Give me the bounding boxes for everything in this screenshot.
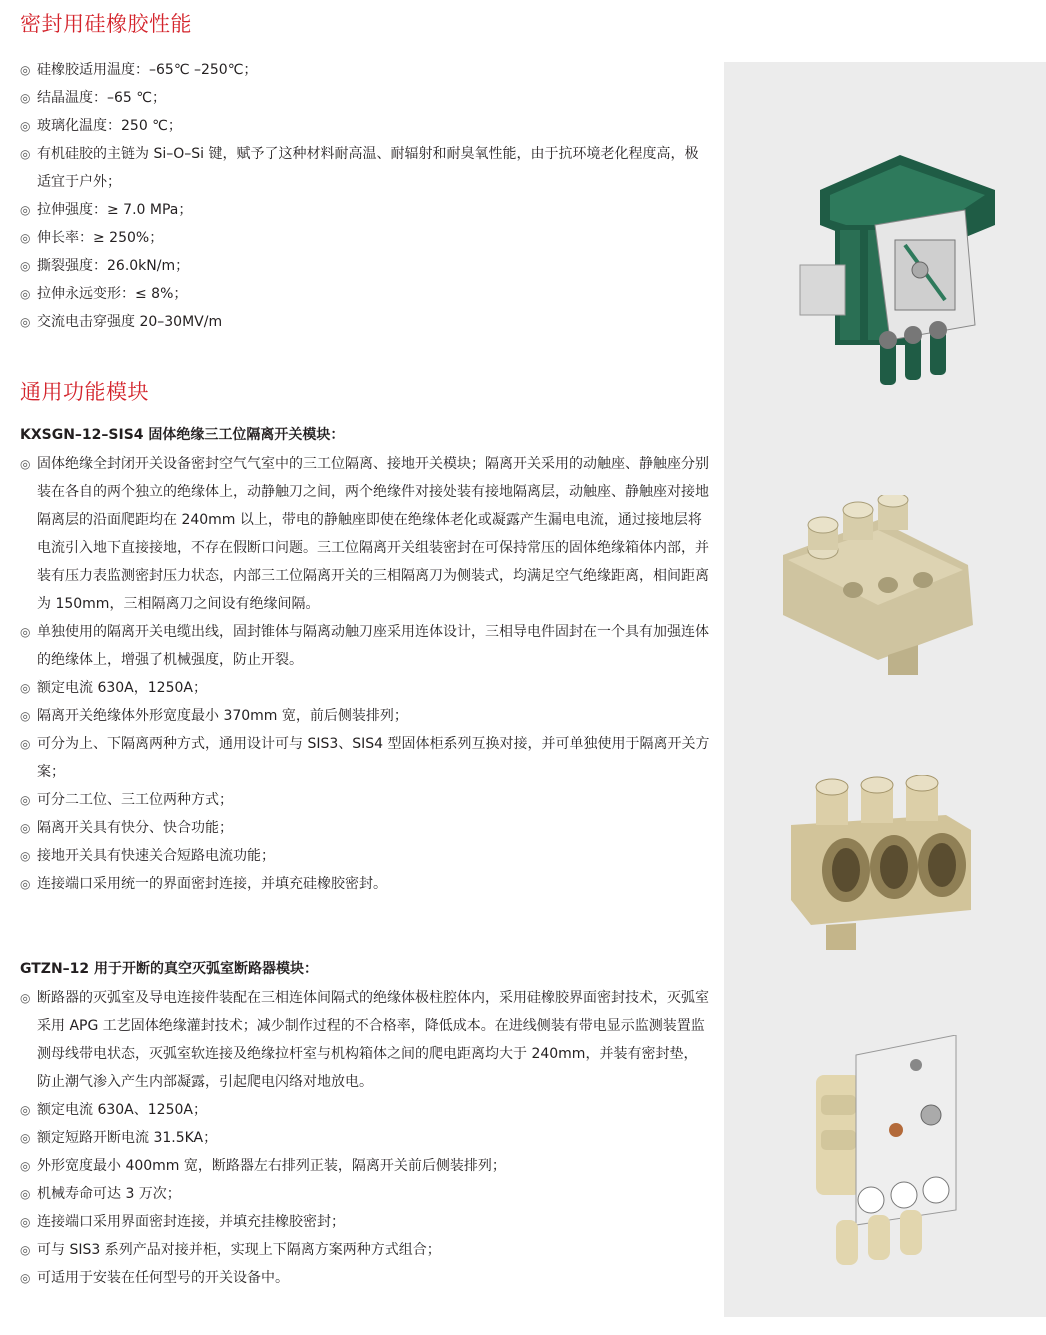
list-item-text: 拉伸强度：≥ 7.0 MPa； (37, 202, 193, 218)
list-item-text: 机械寿命可达 3 万次； (37, 1186, 181, 1202)
list-item (20, 280, 710, 308)
list-item (20, 842, 710, 870)
list-item (20, 196, 710, 224)
list-item (20, 56, 710, 84)
list-item (20, 1236, 710, 1264)
list-item-text: 接地开关具有快速关合短路电流功能； (37, 848, 275, 864)
section-title-silicone: 密封用硅橡胶性能 (20, 12, 192, 36)
list-item (20, 1124, 710, 1152)
list-item-text: 外形宽度最小 400mm 宽，断路器左右排列正装，隔离开关前后侧装排列； (37, 1158, 506, 1174)
gtzn-features-list (20, 984, 710, 1292)
silicone-properties-list (20, 56, 710, 336)
list-item-text: 额定短路开断电流 31.5KA； (37, 1130, 218, 1146)
list-item (20, 618, 710, 674)
list-item (20, 1096, 710, 1124)
product-image-circuit-breaker (806, 1035, 966, 1275)
list-item (20, 870, 710, 898)
list-item (20, 84, 710, 112)
list-item-text: 硅橡胶适用温度：–65℃ –250℃； (37, 62, 258, 78)
list-item (20, 702, 710, 730)
list-item (20, 786, 710, 814)
bullet-icon: ◎ (20, 1187, 31, 1201)
bullet-icon: ◎ (20, 849, 31, 863)
bullet-icon: ◎ (20, 681, 31, 695)
product-image-three-chamber-insulator (786, 775, 976, 955)
list-item-text: 伸长率：≥ 250%； (37, 230, 164, 246)
bullet-icon: ◎ (20, 91, 31, 105)
bullet-icon: ◎ (20, 877, 31, 891)
list-item-text: 额定电流 630A，1250A； (37, 680, 207, 696)
list-item-text: 固体绝缘全封闭开关设备密封空气气室中的三工位隔离、接地开关模块；隔离开关采用的动触座、静触座分别装在各自的两个独立的绝缘体上，动静触刀之间，两个绝缘件对接处装有接地隔离层，动触座、静触座对接地隔离层的沿面爬距均在 240mm 以上，带电的静触座即使在绝缘体老化或凝露产生漏电电流，通过接地层将电流引入地下直接接地，不存在假断口问题。三工位隔离开关组装密封在可保持常压的固体绝缘箱体内部，并装有压力表监测密封压力状态，内部三工位隔离开关的三相隔离刀为侧装式，均满足空气绝缘距离，相间距离为 150mm，三相隔离刀之间设有绝缘间隔。 (37, 456, 709, 612)
bullet-icon: ◎ (20, 709, 31, 723)
list-item (20, 140, 710, 196)
bullet-icon: ◎ (20, 1159, 31, 1173)
bullet-icon: ◎ (20, 737, 31, 751)
module-subtitle-kxsgn: KXSGN–12–SIS4 固体绝缘三工位隔离开关模块： (20, 427, 345, 443)
list-item (20, 112, 710, 140)
list-item-text: 可分二工位、三工位两种方式； (37, 792, 233, 808)
bullet-icon: ◎ (20, 287, 31, 301)
bullet-icon: ◎ (20, 1271, 31, 1285)
list-item (20, 1264, 710, 1292)
list-item-text: 结晶温度：–65 ℃； (37, 90, 166, 106)
list-item-text: 可适用于安装在任何型号的开关设备中。 (37, 1270, 289, 1286)
list-item-text: 额定电流 630A、1250A； (37, 1102, 207, 1118)
list-item (20, 252, 710, 280)
list-item (20, 308, 710, 336)
bullet-icon: ◎ (20, 315, 31, 329)
bullet-icon: ◎ (20, 259, 31, 273)
section-title-modules: 通用功能模块 (20, 380, 149, 404)
list-item (20, 984, 710, 1096)
list-item (20, 1152, 710, 1180)
list-item (20, 730, 710, 786)
list-item (20, 674, 710, 702)
bullet-icon: ◎ (20, 147, 31, 161)
bullet-icon: ◎ (20, 991, 31, 1005)
bullet-icon: ◎ (20, 119, 31, 133)
bullet-icon: ◎ (20, 231, 31, 245)
list-item-text: 拉伸永远变形：≤ 8%； (37, 286, 188, 302)
list-item-text: 可分为上、下隔离两种方式，通用设计可与 SIS3、SIS4 型固体柜系列互换对接，并可单独使用于隔离开关方案； (37, 736, 710, 780)
list-item (20, 814, 710, 842)
bullet-icon: ◎ (20, 1243, 31, 1257)
list-item-text: 断路器的灭弧室及导电连接件装配在三相连体间隔式的绝缘体极柱腔体内，采用硅橡胶界面密封技术，灭弧室采用 APG 工艺固体绝缘灌封技术；减少制作过程的不合格率，降低成本。在进线侧装有带电显示监测装置监测母线带电状态，灭弧室软连接及绝缘拉杆室与机构箱体之间的爬电距离均大于 240mm，并装有密封垫，防止潮气渗入产生内部凝露，引起爬电闪络对地放电。 (37, 990, 709, 1090)
list-item-text: 隔离开关绝缘体外形宽度最小 370mm 宽，前后侧装排列； (37, 708, 408, 724)
list-item (20, 1180, 710, 1208)
list-item-text: 撕裂强度：26.0kN/m； (37, 258, 190, 274)
list-item-text: 隔离开关具有快分、快合功能； (37, 820, 233, 836)
bullet-icon: ◎ (20, 63, 31, 77)
list-item-text: 连接端口采用界面密封连接，并填充挂橡胶密封； (37, 1214, 345, 1230)
list-item-text: 玻璃化温度：250 ℃； (37, 118, 182, 134)
list-item (20, 450, 710, 618)
list-item-text: 单独使用的隔离开关电缆出线，固封锥体与隔离动触刀座采用连体设计，三相导电件固封在一个具有加强连体的绝缘体上，增强了机械强度，防止开裂。 (37, 624, 709, 668)
bullet-icon: ◎ (20, 1215, 31, 1229)
module-subtitle-gtzn: GTZN–12 用于开断的真空灭弧室断路器模块： (20, 961, 319, 977)
bullet-icon: ◎ (20, 1131, 31, 1145)
bullet-icon: ◎ (20, 625, 31, 639)
list-item-text: 交流电击穿强度 20–30MV/m (37, 314, 223, 330)
bullet-icon: ◎ (20, 457, 31, 471)
product-image-isolator-insulator (778, 495, 978, 675)
list-item-text: 可与 SIS3 系列产品对接并柜，实现上下隔离方案两种方式组合； (37, 1242, 441, 1258)
bullet-icon: ◎ (20, 793, 31, 807)
bullet-icon: ◎ (20, 1103, 31, 1117)
bullet-icon: ◎ (20, 203, 31, 217)
product-image-green-mechanism (780, 150, 1010, 395)
list-item-text: 连接端口采用统一的界面密封连接，并填充硅橡胶密封。 (37, 876, 387, 892)
kxsgn-features-list (20, 450, 710, 898)
list-item (20, 224, 710, 252)
bullet-icon: ◎ (20, 821, 31, 835)
list-item-text: 有机硅胶的主链为 Si–O–Si 键，赋予了这种材料耐高温、耐辐射和耐臭氧性能，由于抗环境老化程度高，极适宜于户外； (37, 146, 699, 190)
list-item (20, 1208, 710, 1236)
